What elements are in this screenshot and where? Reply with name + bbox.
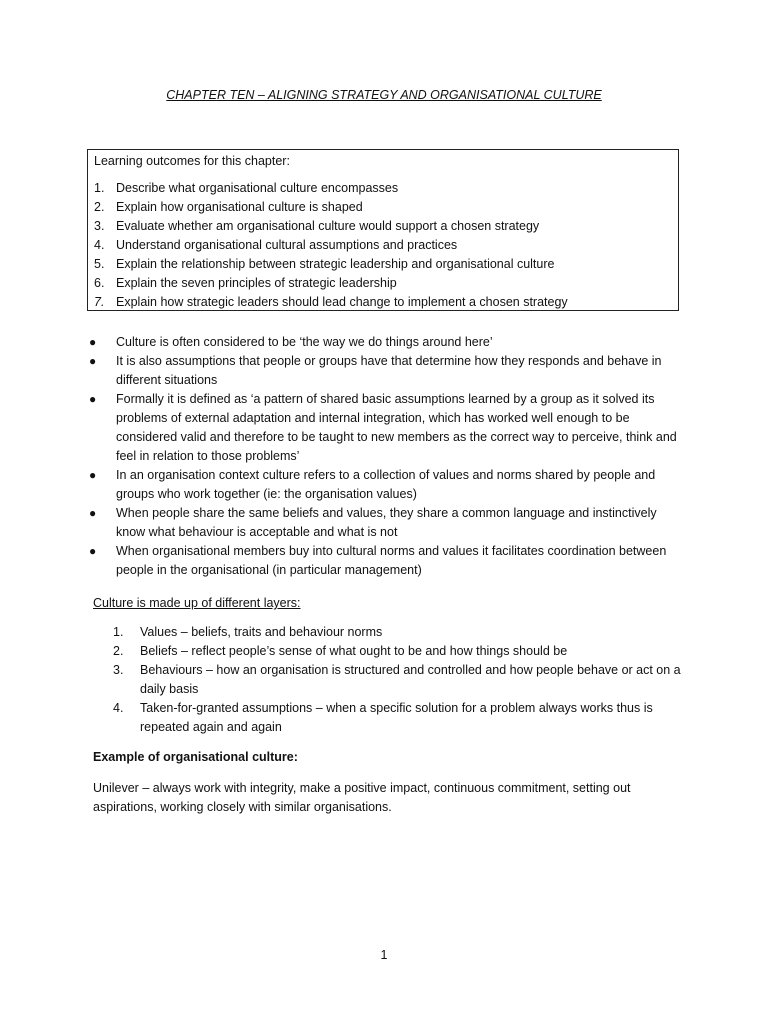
item-number: 4. [94,238,105,252]
learning-outcomes-box [87,149,679,311]
learning-outcomes-heading: Learning outcomes for this chapter: [94,154,290,168]
chapter-title: CHAPTER TEN – ALIGNING STRATEGY AND ORGANISATIONAL CULTURE [166,88,602,102]
item-number: 4. [113,701,124,715]
item-text: Evaluate whether am organisational culture would support a chosen strategy [116,219,540,233]
bullet-icon: ● [89,506,97,520]
item-text: Explain the seven principles of strategic leadership [116,276,397,290]
list-item [94,198,672,217]
bullet-icon: ● [89,335,97,349]
item-number: 3. [94,219,105,233]
culture-bullet-list [87,333,687,580]
item-text: Understand organisational cultural assumptions and practices [116,238,458,252]
bullet-text: When organisational members buy into cultural norms and values it facilitates coordination between people in the organisational (in particular management) [116,544,667,577]
item-text: Beliefs – reflect people’s sense of what ought to be and how things should be [140,644,568,658]
page-number: 1 [380,948,388,962]
item-number: 2. [94,200,105,214]
item-text: Taken-for-granted assumptions – when a specific solution for a problem always works thus is repeated again and again [140,701,653,734]
bullet-icon: ● [89,392,97,406]
list-item [94,217,672,236]
list-item [87,390,687,466]
item-text: Behaviours – how an organisation is structured and controlled and how people behave or act on a daily basis [140,663,681,696]
item-text: Explain the relationship between strategic leadership and organisational culture [116,257,555,271]
list-item [87,466,687,504]
item-number: 3. [113,663,124,677]
bullet-icon: ● [89,544,97,558]
bullet-text: Formally it is defined as ‘a pattern of shared basic assumptions learned by a group as it solved its problems of external adaptation and internal integration, which has worked well enough to be considered valid and therefore to be taught to new members as the correct way to perceive, think and feel in relation to those problems’ [116,392,677,463]
item-number: 1. [94,181,105,195]
bullet-icon: ● [89,354,97,368]
item-number: 5. [94,257,105,271]
list-item [87,504,687,542]
list-item [113,699,685,737]
list-item [94,255,672,274]
bullet-icon: ● [89,468,97,482]
bullet-text: It is also assumptions that people or groups have that determine how they responds and behave in different situations [116,354,662,387]
bullet-text: When people share the same beliefs and values, they share a common language and instinctively know what behaviour is acceptable and what is not [116,506,657,539]
list-item [87,333,687,352]
list-item [94,236,672,255]
item-number: 1. [113,625,124,639]
item-number: 7. [94,295,105,309]
culture-layers-list [113,623,685,737]
item-text: Values – beliefs, traits and behaviour norms [140,625,383,639]
item-text: Explain how strategic leaders should lead change to implement a chosen strategy [116,295,568,309]
bullet-text: In an organisation context culture refers to a collection of values and norms shared by people and groups who work together (ie: the organisation values) [116,468,656,501]
item-text: Explain how organisational culture is shaped [116,200,363,214]
item-text: Describe what organisational culture encompasses [116,181,399,195]
list-item [113,642,685,661]
bullet-text: Culture is often considered to be ‘the way we do things around here’ [116,335,493,349]
culture-layers-heading: Culture is made up of different layers: [93,596,301,610]
item-number: 2. [113,644,124,658]
list-item [94,179,672,198]
list-item [87,352,687,390]
learning-outcomes-list [94,179,672,312]
list-item [94,293,672,312]
list-item [94,274,672,293]
list-item [113,661,685,699]
list-item [87,542,687,580]
example-text: Unilever – always work with integrity, make a positive impact, continuous commitment, setting out aspirations, working closely with similar organisations. [93,781,631,814]
list-item [113,623,685,642]
item-number: 6. [94,276,105,290]
example-heading: Example of organisational culture: [93,750,298,764]
